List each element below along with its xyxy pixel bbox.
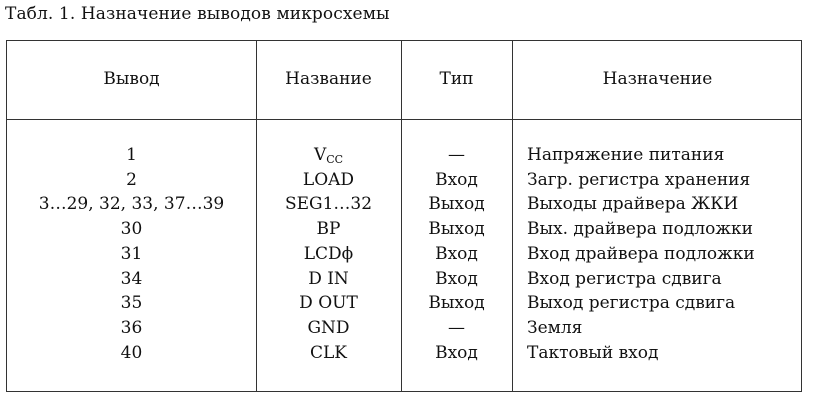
table-row [7,318,801,343]
cell-purpose: Вход регистра сдвига [527,268,722,289]
table-row [7,244,801,269]
table-row [7,219,801,244]
cell-name [256,343,401,363]
cell-purpose: Земля [527,317,583,338]
cell-pin: 30 [120,219,143,240]
table-row [7,293,801,318]
cell-pin: 2 [126,169,137,190]
table-row [7,269,801,294]
cell-pin: 40 [120,342,143,363]
cell-purpose: Вход драйвера подложки [527,243,755,264]
cell-name [256,244,401,264]
cell-type: Вход [435,169,478,190]
header-divider [7,119,801,120]
cell-name [256,293,401,313]
cell-pin: 3…29, 32, 33, 37…39 [38,194,225,215]
cell-name [256,170,401,190]
cell-pin: 1 [126,145,137,165]
cell-name-text: V [313,145,327,165]
cell-name-text: D IN [308,268,349,289]
header-type: Тип [439,69,474,89]
cell-type: Выход [428,293,485,314]
header-pin: Вывод [103,69,160,89]
cell-type: Вход [435,342,478,363]
cell-pin: 36 [120,317,143,338]
cell-pin: 31 [120,243,143,264]
header-name: Название [285,69,372,89]
table-row [7,194,801,219]
cell-purpose: Тактовый вход [527,342,659,363]
cell-name-text: LOAD [302,169,355,190]
cell-type: — [448,145,465,165]
header-purpose: Назначение [602,69,713,89]
cell-purpose: Загр. регистра хранения [527,169,751,190]
cell-type: Выход [428,194,485,215]
table-row [7,145,801,170]
cell-type: Вход [435,243,478,264]
cell-name [256,219,401,239]
cell-name-subscript: CC [326,153,344,166]
cell-name [256,318,401,338]
cell-pin: 34 [120,268,143,289]
cell-purpose: Напряжение питания [527,145,725,165]
cell-purpose: Вых. драйвера подложки [527,219,753,240]
cell-name-text: D OUT [299,293,358,314]
cell-type: Вход [435,268,478,289]
cell-purpose: Выходы драйвера ЖКИ [527,194,739,215]
table-caption: Табл. 1. Назначение выводов микросхемы [5,4,390,24]
cell-name [256,194,401,214]
cell-name-text: BP [316,219,341,240]
cell-pin: 35 [120,293,143,314]
cell-type: — [448,317,465,338]
cell-purpose: Выход регистра сдвига [527,293,736,314]
table-row [7,170,801,195]
table-row [7,343,801,368]
cell-name-text: SEG1…32 [284,194,373,215]
cell-type: Выход [428,219,485,240]
cell-name [256,145,401,165]
pin-table [6,40,802,392]
cell-name-text: LCDϕ [303,243,354,264]
cell-name [256,269,401,289]
cell-name-text: GND [307,317,350,338]
cell-name-text: CLK [310,342,347,363]
